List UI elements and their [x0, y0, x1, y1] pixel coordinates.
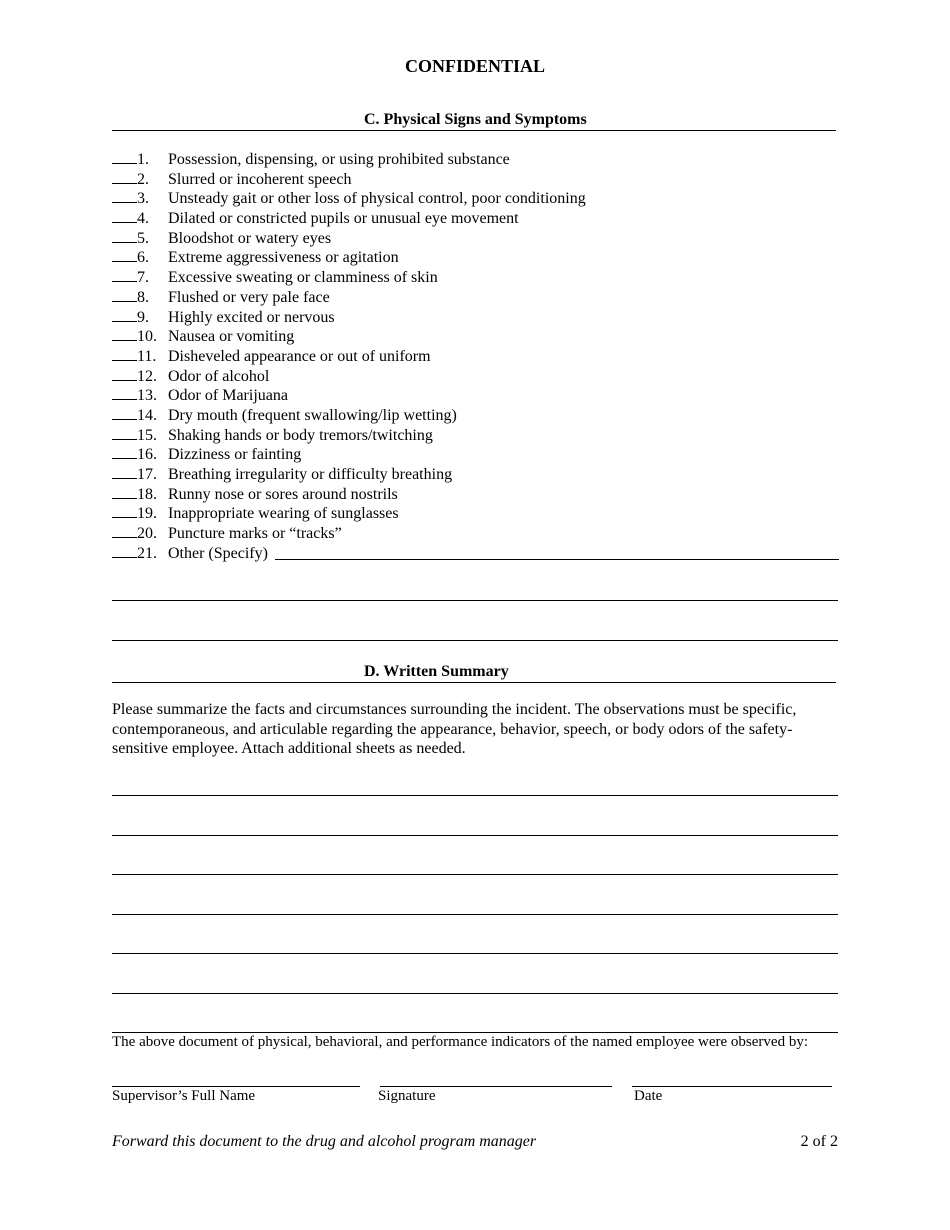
item-label: Inappropriate wearing of sunglasses — [168, 505, 399, 523]
date-field[interactable] — [632, 1086, 832, 1087]
item-label: Other (Specify) — [168, 544, 268, 562]
item-number: 6. — [137, 249, 149, 267]
checklist-item — [112, 485, 839, 505]
summary-line-1[interactable] — [112, 795, 838, 796]
checkbox-blank[interactable] — [112, 485, 137, 499]
item-number: 11. — [137, 347, 157, 365]
checklist-item — [112, 465, 839, 485]
symptom-checklist — [112, 150, 839, 563]
checkbox-blank[interactable] — [112, 524, 137, 538]
item-number: 18. — [137, 485, 157, 503]
attestation-text: The above document of physical, behavioral, and performance indicators of the named employee were observed by: — [112, 1034, 808, 1050]
item-number: 15. — [137, 426, 157, 444]
item-number: 16. — [137, 446, 157, 464]
footer-note: Forward this document to the drug and alcohol program manager — [112, 1133, 537, 1150]
item-number: 14. — [137, 406, 157, 424]
checklist-item — [112, 524, 839, 544]
checkbox-blank[interactable] — [112, 504, 137, 518]
item-label: Nausea or vomiting — [168, 328, 295, 346]
checkbox-blank[interactable] — [112, 445, 137, 459]
summary-line-6[interactable] — [112, 993, 838, 994]
item-label: Odor of alcohol — [168, 367, 270, 385]
checkbox-blank[interactable] — [112, 406, 137, 420]
item-number: 5. — [137, 229, 149, 247]
checklist-item — [112, 544, 839, 564]
item-number: 2. — [137, 170, 149, 188]
item-number: 8. — [137, 288, 149, 306]
checklist-item — [112, 150, 839, 170]
item-label: Odor of Marijuana — [168, 387, 288, 405]
item-label: Runny nose or sores around nostrils — [168, 485, 398, 503]
checklist-item — [112, 406, 839, 426]
checklist-item — [112, 229, 839, 249]
checkbox-blank[interactable] — [112, 426, 137, 440]
checklist-item — [112, 170, 839, 190]
section-d-heading — [112, 660, 836, 683]
checkbox-blank[interactable] — [112, 150, 137, 164]
item-label: Dry mouth (frequent swallowing/lip wetting) — [168, 406, 457, 424]
item-number: 12. — [137, 367, 157, 385]
checkbox-blank[interactable] — [112, 308, 137, 322]
item-number: 10. — [137, 328, 157, 346]
checklist-item — [112, 268, 839, 288]
item-number: 7. — [137, 269, 149, 287]
item-label: Disheveled appearance or out of uniform — [168, 347, 431, 365]
summary-instructions: Please summarize the facts and circumstances surrounding the incident. The observations must be specific, contemporaneous, and articulable regarding the appearance, behavior, speech, or body odors of the safety-sensitive employee. Attach additional sheets as needed. — [112, 701, 797, 758]
item-label: Flushed or very pale face — [168, 288, 330, 306]
item-number: 4. — [137, 210, 149, 228]
item-label: Excessive sweating or clamminess of skin — [168, 269, 438, 287]
section-d-heading-text: D. Written Summary — [364, 663, 509, 680]
item-number: 17. — [137, 466, 157, 483]
page-number: 2 of 2 — [800, 1133, 838, 1150]
checkbox-blank[interactable] — [112, 347, 137, 361]
item-number: 20. — [137, 525, 157, 543]
signature-field[interactable] — [380, 1086, 612, 1087]
item-label: Unsteady gait or other loss of physical control, poor conditioning — [168, 190, 586, 208]
item-label: Bloodshot or watery eyes — [168, 229, 332, 247]
item-label: Extreme aggressiveness or agitation — [168, 249, 399, 267]
section-c-heading-text: C. Physical Signs and Symptoms — [364, 111, 587, 128]
item-number: 21. — [137, 544, 157, 562]
item-number: 9. — [137, 308, 149, 326]
date-label: Date — [634, 1088, 663, 1104]
item-label: Shaking hands or body tremors/twitching — [168, 426, 433, 444]
other-specify-line[interactable] — [275, 559, 839, 560]
item-number: 19. — [137, 505, 157, 523]
item-label: Breathing irregularity or difficulty breathing — [168, 466, 453, 483]
item-label: Dilated or constricted pupils or unusual eye movement — [168, 210, 519, 228]
checklist-item — [112, 209, 839, 229]
checkbox-blank[interactable] — [112, 268, 137, 282]
supervisor-name-label: Supervisor’s Full Name — [112, 1088, 256, 1104]
summary-line-2[interactable] — [112, 835, 838, 836]
checkbox-blank[interactable] — [112, 189, 137, 203]
checklist-item — [112, 248, 839, 268]
checklist-item — [112, 347, 839, 367]
other-specify-line-2[interactable] — [112, 600, 838, 601]
checkbox-blank[interactable] — [112, 465, 137, 479]
signature-label: Signature — [378, 1088, 436, 1104]
checkbox-blank[interactable] — [112, 229, 137, 243]
checkbox-blank[interactable] — [112, 209, 137, 223]
checkbox-blank[interactable] — [112, 170, 137, 184]
section-c-heading — [112, 108, 836, 131]
checklist-item — [112, 288, 839, 308]
summary-line-7[interactable] — [112, 1032, 838, 1033]
checklist-item — [112, 386, 839, 406]
checklist-item — [112, 426, 839, 446]
page-title: CONFIDENTIAL — [404, 56, 546, 76]
checklist-item — [112, 367, 839, 387]
checklist-item — [112, 308, 839, 328]
checklist-item — [112, 445, 839, 465]
summary-line-5[interactable] — [112, 953, 838, 954]
checklist-item — [112, 189, 839, 209]
checklist-item — [112, 327, 839, 347]
checkbox-blank[interactable] — [112, 327, 137, 341]
item-label: Highly excited or nervous — [168, 308, 335, 326]
checklist-item — [112, 504, 839, 524]
item-label: Slurred or incoherent speech — [168, 170, 352, 188]
checkbox-blank[interactable] — [112, 367, 137, 381]
item-label: Dizziness or fainting — [168, 446, 302, 464]
supervisor-name-field[interactable] — [112, 1086, 360, 1087]
item-label: Possession, dispensing, or using prohibited substance — [168, 151, 510, 168]
other-specify-line-3[interactable] — [112, 640, 838, 641]
item-number: 13. — [137, 387, 157, 405]
item-label: Puncture marks or “tracks” — [168, 525, 342, 543]
checkbox-blank[interactable] — [112, 288, 137, 302]
checkbox-blank[interactable] — [112, 386, 137, 400]
summary-line-3[interactable] — [112, 874, 838, 875]
summary-line-4[interactable] — [112, 914, 838, 915]
checkbox-blank[interactable] — [112, 248, 137, 262]
item-number: 3. — [137, 190, 149, 208]
checkbox-blank[interactable] — [112, 544, 137, 558]
item-number: 1. — [137, 151, 149, 168]
